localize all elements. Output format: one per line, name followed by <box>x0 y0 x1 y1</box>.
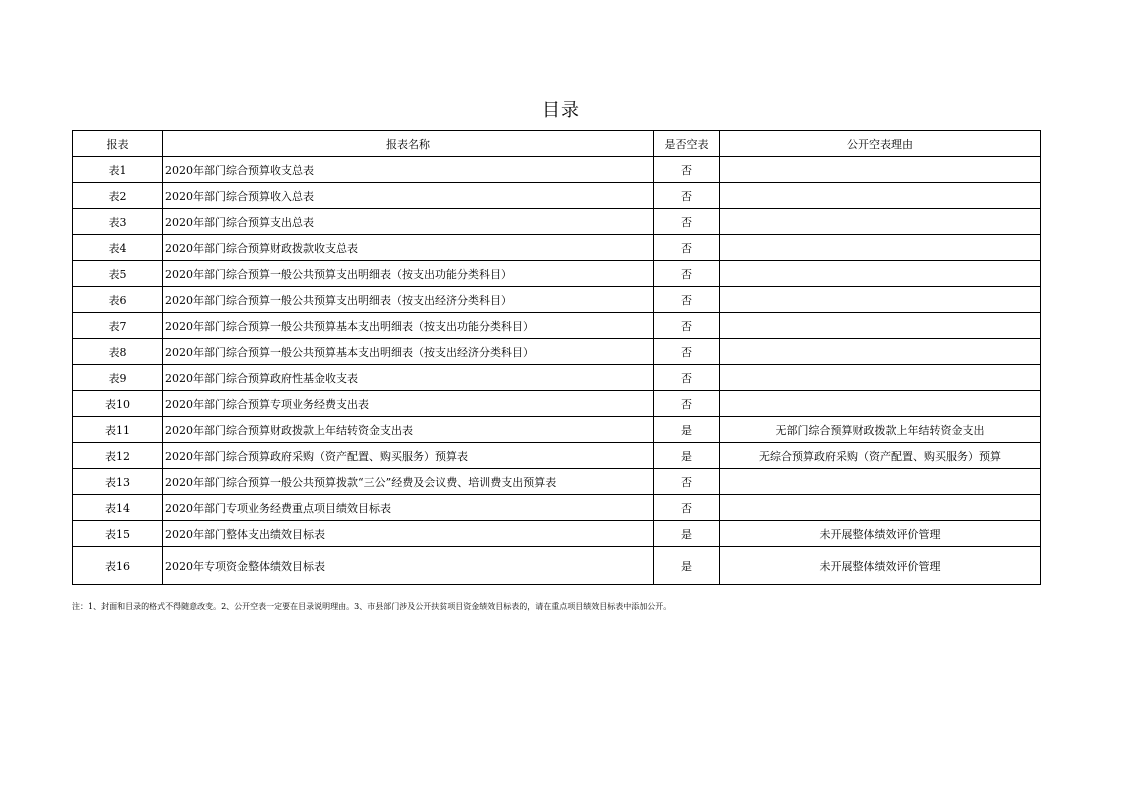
table-row <box>73 157 1041 183</box>
is-empty-cell: 否 <box>654 157 720 183</box>
reason-cell <box>720 209 1041 235</box>
is-empty-cell: 否 <box>654 183 720 209</box>
is-empty-cell: 是 <box>654 417 720 443</box>
table-row <box>73 365 1041 391</box>
table-number-cell: 表9 <box>73 365 163 391</box>
table-row <box>73 547 1041 585</box>
table-number-cell: 表8 <box>73 339 163 365</box>
table-row <box>73 209 1041 235</box>
reason-cell: 未开展整体绩效评价管理 <box>720 547 1041 585</box>
table-row <box>73 495 1041 521</box>
reason-cell <box>720 469 1041 495</box>
table-name-cell: 2020年部门综合预算收支总表 <box>163 157 654 183</box>
table-row <box>73 183 1041 209</box>
table-row <box>73 391 1041 417</box>
is-empty-cell: 否 <box>654 261 720 287</box>
is-empty-cell: 否 <box>654 391 720 417</box>
table-number-cell: 表1 <box>73 157 163 183</box>
table-row <box>73 469 1041 495</box>
is-empty-cell: 否 <box>654 287 720 313</box>
header-is-empty: 是否空表 <box>654 131 720 157</box>
table-name-cell: 2020年部门综合预算一般公共预算基本支出明细表（按支出经济分类科目） <box>163 339 654 365</box>
table-row <box>73 313 1041 339</box>
is-empty-cell: 否 <box>654 365 720 391</box>
table-row <box>73 235 1041 261</box>
table-name-cell: 2020年部门整体支出绩效目标表 <box>163 521 654 547</box>
table-name-cell: 2020年部门专项业务经费重点项目绩效目标表 <box>163 495 654 521</box>
catalog-table <box>72 130 1041 585</box>
table-number-cell: 表13 <box>73 469 163 495</box>
is-empty-cell: 否 <box>654 469 720 495</box>
is-empty-cell: 是 <box>654 547 720 585</box>
table-name-cell: 2020年部门综合预算政府采购（资产配置、购买服务）预算表 <box>163 443 654 469</box>
reason-cell: 无部门综合预算财政拨款上年结转资金支出 <box>720 417 1041 443</box>
reason-cell <box>720 495 1041 521</box>
reason-cell <box>720 287 1041 313</box>
table-row <box>73 287 1041 313</box>
reason-cell <box>720 261 1041 287</box>
reason-cell <box>720 339 1041 365</box>
header-row <box>73 131 1041 157</box>
is-empty-cell: 是 <box>654 521 720 547</box>
reason-cell <box>720 183 1041 209</box>
table-name-cell: 2020年部门综合预算收入总表 <box>163 183 654 209</box>
reason-cell <box>720 365 1041 391</box>
header-report: 报表 <box>73 131 163 157</box>
footnote: 注：1、封面和目录的格式不得随意改变。2、公开空表一定要在目录说明理由。3、市县部门涉及公开扶贫项目资金绩效目标表的，请在重点项目绩效目标表中添加公开。 <box>72 602 672 611</box>
table-row <box>73 417 1041 443</box>
table-row <box>73 521 1041 547</box>
table-name-cell: 2020年部门综合预算一般公共预算支出明细表（按支出功能分类科目） <box>163 261 654 287</box>
table-name-cell: 2020年部门综合预算财政拨款上年结转资金支出表 <box>163 417 654 443</box>
table-name-cell: 2020年部门综合预算一般公共预算支出明细表（按支出经济分类科目） <box>163 287 654 313</box>
table-number-cell: 表2 <box>73 183 163 209</box>
reason-cell <box>720 391 1041 417</box>
table-number-cell: 表4 <box>73 235 163 261</box>
page-title: 目录 <box>542 100 580 121</box>
table-number-cell: 表11 <box>73 417 163 443</box>
header-name: 报表名称 <box>163 131 654 157</box>
reason-cell <box>720 157 1041 183</box>
table-number-cell: 表3 <box>73 209 163 235</box>
is-empty-cell: 否 <box>654 495 720 521</box>
is-empty-cell: 是 <box>654 443 720 469</box>
reason-cell <box>720 235 1041 261</box>
table-number-cell: 表7 <box>73 313 163 339</box>
table-number-cell: 表15 <box>73 521 163 547</box>
header-reason: 公开空表理由 <box>720 131 1041 157</box>
table-number-cell: 表10 <box>73 391 163 417</box>
reason-cell: 未开展整体绩效评价管理 <box>720 521 1041 547</box>
table-number-cell: 表12 <box>73 443 163 469</box>
table-row <box>73 339 1041 365</box>
is-empty-cell: 否 <box>654 209 720 235</box>
table-name-cell: 2020年部门综合预算专项业务经费支出表 <box>163 391 654 417</box>
table-number-cell: 表14 <box>73 495 163 521</box>
table-name-cell: 2020年部门综合预算财政拨款收支总表 <box>163 235 654 261</box>
table-name-cell: 2020年部门综合预算一般公共预算基本支出明细表（按支出功能分类科目） <box>163 313 654 339</box>
table-name-cell: 2020年专项资金整体绩效目标表 <box>163 547 654 585</box>
is-empty-cell: 否 <box>654 313 720 339</box>
table-number-cell: 表5 <box>73 261 163 287</box>
table-name-cell: 2020年部门综合预算政府性基金收支表 <box>163 365 654 391</box>
table-name-cell: 2020年部门综合预算一般公共预算拨款“三公”经费及会议费、培训费支出预算表 <box>163 469 654 495</box>
reason-cell <box>720 313 1041 339</box>
is-empty-cell: 否 <box>654 235 720 261</box>
table-row <box>73 443 1041 469</box>
table-number-cell: 表16 <box>73 547 163 585</box>
is-empty-cell: 否 <box>654 339 720 365</box>
reason-cell: 无综合预算政府采购（资产配置、购买服务）预算 <box>720 443 1041 469</box>
table-row <box>73 261 1041 287</box>
table-name-cell: 2020年部门综合预算支出总表 <box>163 209 654 235</box>
table-number-cell: 表6 <box>73 287 163 313</box>
